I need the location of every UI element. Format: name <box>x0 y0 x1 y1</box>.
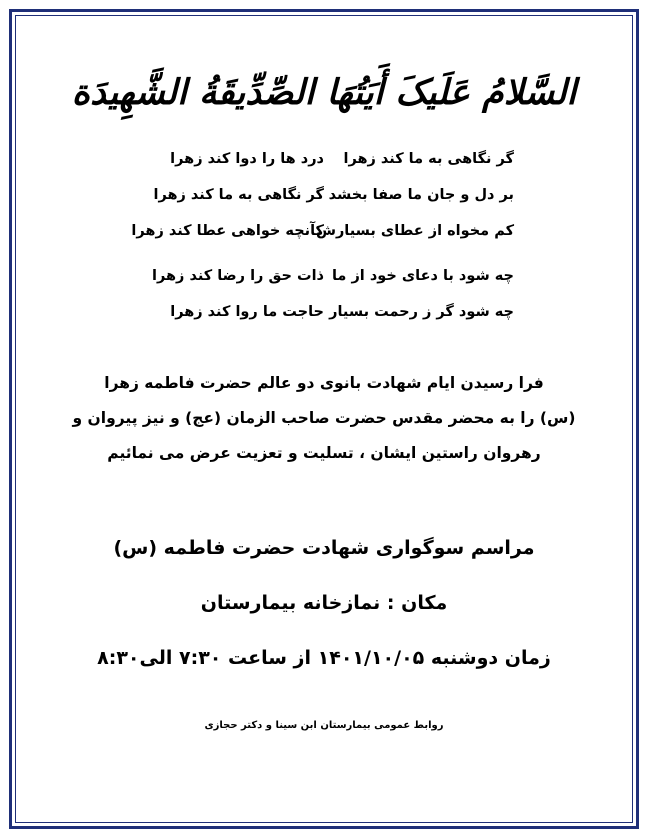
condolence-line: رهروان راستین ایشان ، تسلیت و تعزیت عرض می نمائیم <box>107 444 541 462</box>
condolence-line: فرا رسیدن ایام شهادت بانوی دو عالم حضرت فاطمه زهرا <box>104 374 544 392</box>
ceremony-time: زمان دوشنبه ۱۴۰۱/۱۰/۰۵ از ساعت ۷:۳۰ الی۸:۳۰ <box>97 647 551 669</box>
poem-hemistich-second: کآنچه خواهی عطا کند زهرا <box>131 223 324 239</box>
poem-hemistich-second: حاجت ما روا کند زهرا <box>170 304 324 320</box>
poem-hemistich-second: گر نگاهی به ما کند زهرا <box>153 187 324 203</box>
poem <box>131 141 514 330</box>
poem-hemistich-second: درد ها را دوا کند زهرا <box>170 151 324 167</box>
poem-verse <box>131 213 514 249</box>
announcement-page <box>20 20 628 816</box>
poem-hemistich-first: چه شود با دعای خود از ما <box>331 268 514 284</box>
ceremony-title: مراسم سوگواری شهادت حضرت فاطمه (س) <box>113 537 535 559</box>
poem-verse <box>134 141 514 177</box>
poem-verse <box>134 294 514 330</box>
poem-hemistich-first: بر دل و جان ما صفا بخشد <box>328 187 514 203</box>
poem-hemistich-first: کم مخواه از عطای بسیارش <box>315 223 514 239</box>
poem-verse <box>134 258 514 294</box>
poem-hemistich-first: چه شود گر ز رحمت بسیار <box>329 304 514 320</box>
salutation-title: السَّلامُ عَلَیکَ أَیَتُهَا الصِّدِّیقَةُ الشَّهِیدَة <box>71 72 577 113</box>
poem-hemistich-first: گر نگاهی به ما کند زهرا <box>343 151 514 167</box>
ceremony-location: مکان : نمازخانه بیمارستان <box>200 592 448 614</box>
public-relations-signature: روابط عمومی بیمارستان ابن سینا و دکتر حجازی <box>204 720 444 731</box>
condolence-message <box>68 366 580 471</box>
condolence-line: (س) را به محضر مقدس حضرت صاحب الزمان (عج) و نیز پیروان و <box>72 409 576 427</box>
poem-hemistich-second: ذات حق را رضا کند زهرا <box>152 268 324 284</box>
poem-verse <box>134 177 514 213</box>
